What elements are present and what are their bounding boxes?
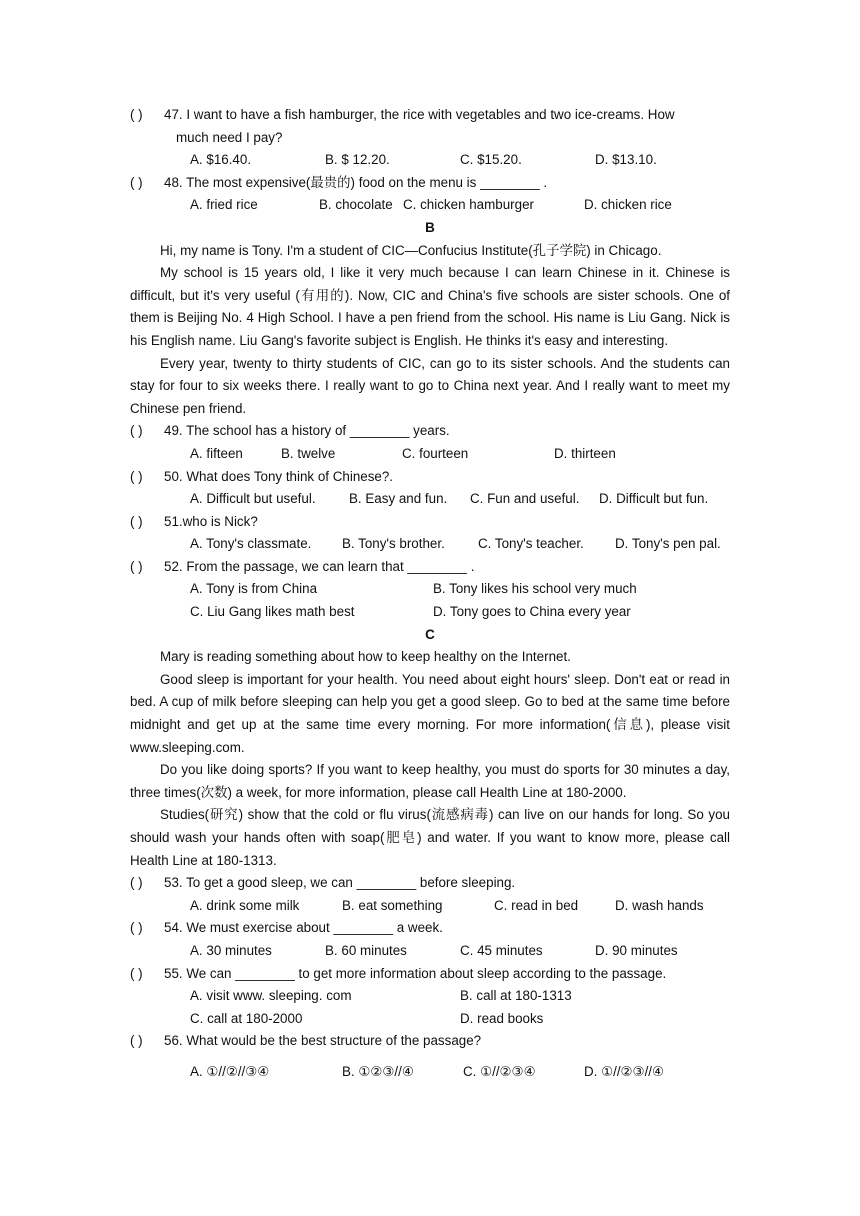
option-d: D. Tony's pen pal. [615, 536, 721, 552]
question-text: 48. The most expensive(最贵的) food on the menu is ________ . [164, 174, 548, 190]
option-a: A. ①//②//③④ [190, 1063, 270, 1079]
option-b: B. twelve [281, 445, 336, 461]
option-c: C. fourteen [402, 445, 469, 461]
question-text: 54. We must exercise about ________ a week. [164, 920, 443, 936]
option-a: A. 30 minutes [190, 942, 272, 958]
option-c: C. chicken hamburger [403, 197, 534, 213]
option-d: D. ①//②③//④ [584, 1063, 665, 1079]
option-a: A. visit www. sleeping. com [190, 988, 352, 1004]
option-a: A. Difficult but useful. [190, 491, 316, 507]
options-54 [130, 940, 730, 963]
option-c: C. Liu Gang likes math best [190, 604, 355, 620]
option-c: C. call at 180-2000 [190, 1010, 303, 1026]
question-text: 56. What would be the best structure of the passage? [164, 1033, 482, 1049]
question-55 [130, 963, 730, 986]
options-55-row1 [130, 985, 730, 1008]
option-d: D. $13.10. [595, 152, 657, 168]
answer-blank: ( ) [130, 558, 143, 574]
section-heading-c: C [425, 626, 435, 642]
worksheet-page [130, 104, 730, 1084]
option-d: D. Difficult but fun. [599, 491, 709, 507]
question-49 [130, 420, 730, 443]
option-a: A. Tony's classmate. [190, 536, 312, 552]
option-b: B. ①②③//④ [342, 1063, 414, 1079]
option-c: C. $15.20. [460, 152, 522, 168]
option-c: C. 45 minutes [460, 942, 543, 958]
option-a: A. $16.40. [190, 152, 252, 168]
question-53 [130, 872, 730, 895]
option-d: D. thirteen [554, 445, 616, 461]
option-d: D. read books [460, 1010, 544, 1026]
option-a: A. drink some milk [190, 897, 300, 913]
answer-blank: ( ) [130, 468, 143, 484]
option-b: B. Tony likes his school very much [433, 581, 637, 597]
option-b: B. Tony's brother. [342, 536, 445, 552]
question-text: 50. What does Tony think of Chinese?. [164, 468, 394, 484]
option-d: D. Tony goes to China every year [433, 604, 631, 620]
options-47 [130, 149, 730, 172]
option-d: D. chicken rice [584, 197, 672, 213]
answer-blank: ( ) [130, 965, 143, 981]
option-b: B. chocolate [319, 197, 393, 213]
option-b: B. $ 12.20. [325, 152, 390, 168]
question-52 [130, 556, 730, 579]
option-d: D. wash hands [615, 897, 704, 913]
passage-b-paragraph: My school is 15 years old, I like it very much because I can learn Chinese in it. Chinese is difficult, but it's very useful (有用的). Now, CIC and China's five schools are sister schools. One of them is Beijing No. 4 High School. I have a pen friend from the school. His name is Liu Gang. Nick is his English name. Liu Gang's favorite subject is English. He thinks it's easy and interesting. [130, 265, 730, 348]
question-54 [130, 917, 730, 940]
option-b: B. Easy and fun. [349, 491, 448, 507]
options-56 [130, 1053, 730, 1084]
option-a: A. Tony is from China [190, 581, 318, 597]
option-b: B. 60 minutes [325, 942, 407, 958]
option-a: A. fried rice [190, 197, 258, 213]
options-48 [130, 194, 730, 217]
question-text-continued: much need I pay? [176, 129, 283, 145]
options-49 [130, 443, 730, 466]
options-55-row2 [130, 1008, 730, 1031]
options-50 [130, 488, 730, 511]
question-text: 52. From the passage, we can learn that ________ . [164, 558, 475, 574]
section-heading-b: B [425, 219, 435, 235]
question-text: 47. I want to have a fish hamburger, the rice with vegetables and two ice-creams. How [164, 107, 675, 122]
options-52-row2 [130, 601, 730, 624]
question-56 [130, 1030, 730, 1053]
answer-blank: ( ) [130, 174, 143, 190]
question-text: 51.who is Nick? [164, 513, 258, 529]
answer-blank: ( ) [130, 920, 143, 936]
option-a: A. fifteen [190, 445, 243, 461]
answer-blank: ( ) [130, 875, 143, 891]
option-c: C. Tony's teacher. [478, 536, 584, 552]
question-51 [130, 511, 730, 534]
passage-c-paragraph: Do you like doing sports? If you want to keep healthy, you must do sports for 30 minutes a day, three times(次数) a week, for more information, please call Health Line at 180-2000. [130, 762, 730, 800]
option-b: B. eat something [342, 897, 443, 913]
answer-blank: ( ) [130, 513, 143, 529]
option-c: C. Fun and useful. [470, 491, 580, 507]
passage-b-paragraph: Every year, twenty to thirty students of CIC, can go to its sister schools. And the students can stay for four to six weeks there. I really want to go to China next year. And I really want to meet my Chinese pen friend. [130, 355, 730, 416]
question-48 [130, 172, 730, 195]
options-52-row1 [130, 578, 730, 601]
option-d: D. 90 minutes [595, 942, 678, 958]
passage-c-paragraph: Studies(研究) show that the cold or flu virus(流感病毒) can live on our hands for long. So you should wash your hands often with soap(肥皂) and water. If you want to know more, please call Health Line at 180-1313. [130, 807, 730, 868]
answer-blank: ( ) [130, 107, 143, 122]
answer-blank: ( ) [130, 423, 143, 439]
passage-b-paragraph: Hi, my name is Tony. I'm a student of CIC—Confucius Institute(孔子学院) in Chicago. [160, 242, 662, 258]
options-53 [130, 895, 730, 918]
question-text: 53. To get a good sleep, we can ________ before sleeping. [164, 875, 516, 891]
option-b: B. call at 180-1313 [460, 988, 572, 1004]
question-47 [130, 104, 730, 127]
option-c: C. read in bed [494, 897, 579, 913]
passage-c-paragraph: Good sleep is important for your health. You need about eight hours' sleep. Don't eat or read in bed. A cup of milk before sleeping can help you get a good sleep. Go to bed at the same time before midnight and get up at the same time every morning. For more information(信息), please visit www.sleeping.com. [130, 671, 730, 755]
question-text: 49. The school has a history of ________ years. [164, 423, 450, 439]
options-51 [130, 533, 730, 556]
answer-blank: ( ) [130, 1033, 143, 1049]
passage-c-paragraph: Mary is reading something about how to keep healthy on the Internet. [160, 649, 571, 665]
option-c: C. ①//②③④ [463, 1063, 536, 1079]
question-50 [130, 466, 730, 489]
question-text: 55. We can ________ to get more information about sleep according to the passage. [164, 965, 667, 981]
